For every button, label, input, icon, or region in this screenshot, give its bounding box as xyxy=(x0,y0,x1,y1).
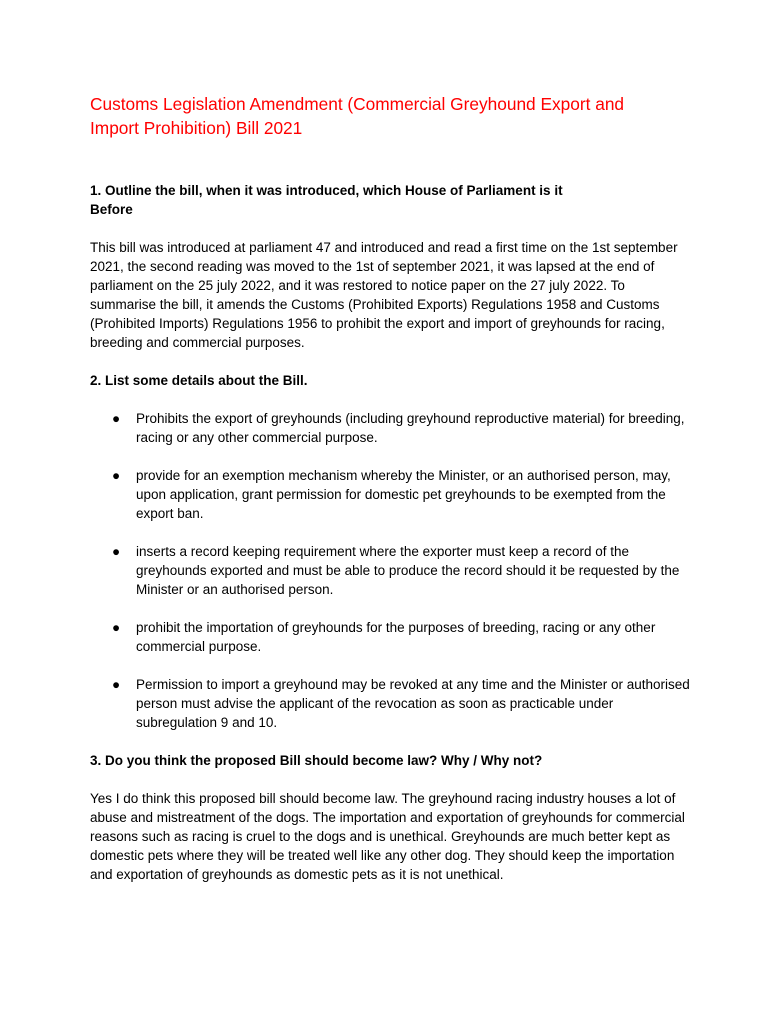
list-item-text: inserts a record keeping requirement where the exporter must keep a record of the greyhounds exported and must be able to produce the record should it be requested by the Minister or an authorised person. xyxy=(136,544,680,597)
bullet-icon: ● xyxy=(112,677,121,692)
list-item xyxy=(90,409,690,447)
question-3-answer: Yes I do think this proposed bill should become law. The greyhound racing industry houses a lot of abuse and mistreatment of the dogs. The importation and exportation of greyhounds for commercial reasons such as racing is cruel to the dogs and is unethical. Greyhounds are much better kept as domestic pets where they will be treated well like any other dog. They should keep the importation and exportation of greyhounds as domestic pets as it is not unethical. xyxy=(90,791,685,882)
details-list xyxy=(90,409,690,732)
list-item-text: Prohibits the export of greyhounds (including greyhound reproductive material) for breeding, racing or any other commercial purpose. xyxy=(136,411,685,445)
bullet-icon: ● xyxy=(112,411,121,426)
question-1-heading xyxy=(90,181,690,219)
question-3-heading: 3. Do you think the proposed Bill should become law? Why / Why not? xyxy=(90,753,543,768)
list-item xyxy=(90,542,690,599)
question-1-heading-line-1: 1. Outline the bill, when it was introduced, which House of Parliament is it xyxy=(90,183,563,198)
document-page xyxy=(90,92,690,884)
list-item-text: provide for an exemption mechanism whereby the Minister, or an authorised person, may, upon application, grant permission for domestic pet greyhounds to be exempted from the export ban. xyxy=(136,468,671,521)
title-line-2: Import Prohibition) Bill 2021 xyxy=(90,118,303,138)
question-2-heading: 2. List some details about the Bill. xyxy=(90,373,308,388)
list-item xyxy=(90,675,690,732)
question-1-heading-line-2: Before xyxy=(90,202,133,217)
document-title xyxy=(90,92,690,140)
bullet-icon: ● xyxy=(112,468,121,483)
title-line-1: Customs Legislation Amendment (Commercial Greyhound Export and xyxy=(90,94,625,114)
bullet-icon: ● xyxy=(112,544,121,559)
list-item xyxy=(90,618,690,656)
list-item xyxy=(90,466,690,523)
list-item-text: prohibit the importation of greyhounds for the purposes of breeding, racing or any other commercial purpose. xyxy=(136,620,656,654)
bullet-icon: ● xyxy=(112,620,121,635)
question-1-answer: This bill was introduced at parliament 47 and introduced and read a first time on the 1st september 2021, the second reading was moved to the 1st of september 2021, it was lapsed at the end of parliament on the 25 july 2022, and it was restored to notice paper on the 27 july 2022. To summarise the bill, it amends the Customs (Prohibited Exports) Regulations 1958 and Customs (Prohibited Imports) Regulations 1956 to prohibit the export and import of greyhounds for racing, breeding and commercial purposes. xyxy=(90,240,678,350)
list-item-text: Permission to import a greyhound may be revoked at any time and the Minister or authorised person must advise the applicant of the revocation as soon as practicable under subregulation 9 and 10. xyxy=(136,677,690,730)
